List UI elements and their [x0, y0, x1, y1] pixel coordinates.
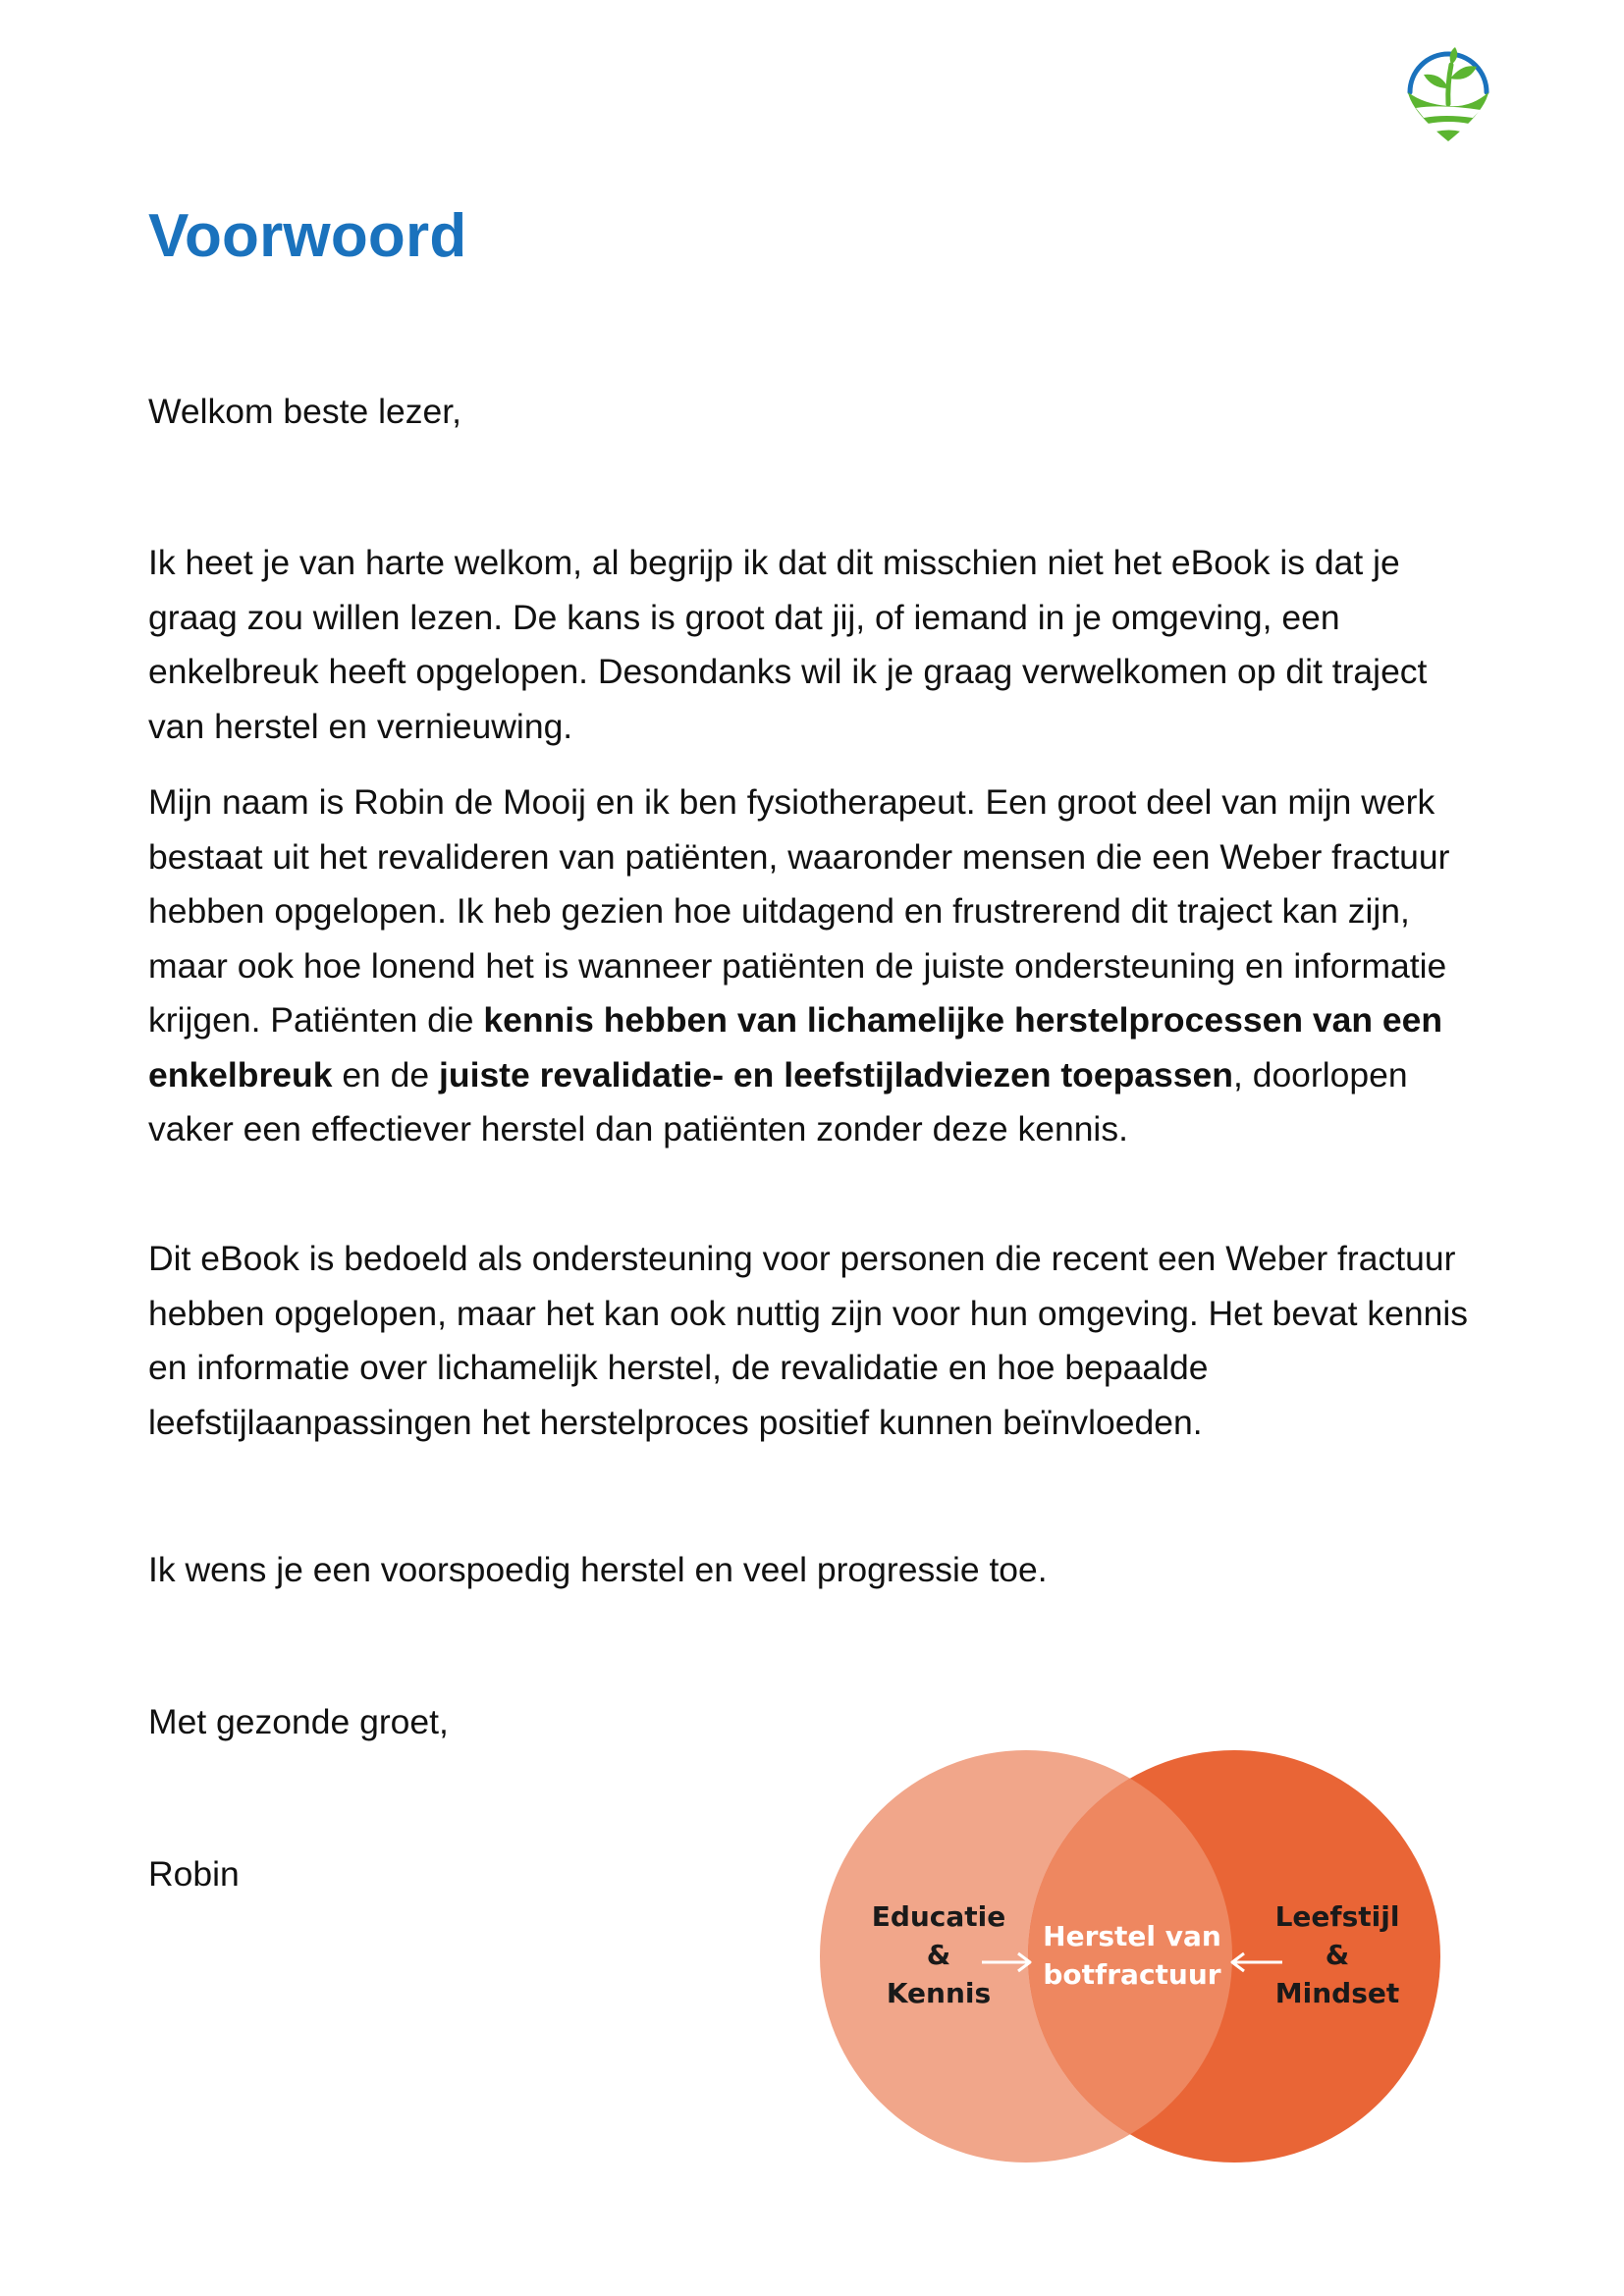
paragraph-purpose: Dit eBook is bedoeld als ondersteuning voor personen die recent een Weber fractuur hebben opgelopen, maar het kan ook nuttig zijn voor hun omgeving. Het bevat kennis en informatie over lichamelijk herstel, de revalidatie en hoe bepaalde leefstijlaanpassingen het herstelproces positief kunnen beïnvloeden. [148, 1239, 1468, 1442]
venn-label-right-line2: & [1325, 1939, 1350, 1971]
venn-diagram [815, 1745, 1453, 2167]
sprout-logo-icon [1402, 43, 1494, 145]
paragraph-text: en de [332, 1054, 440, 1095]
paragraph-intro: Ik heet je van harte welkom, al begrijp ik dat dit misschien niet het eBook is dat je graag zou willen lezen. De kans is groot dat jij, of iemand in je omgeving, een enkelbreuk heeft opgelopen. Desondanks wil ik je graag verwelkomen op dit traject van herstel en vernieuwing. [148, 543, 1428, 746]
greeting: Welkom beste lezer, [148, 392, 461, 431]
signature-text: Robin [148, 1854, 240, 1894]
venn-label-right-line3: Mindset [1274, 1977, 1400, 2009]
bold-emphasis: kennis hebben van lichamelijke herstelprocessen van een enkelbreuk [148, 1000, 1443, 1095]
paragraph-text: Mijn naam is Robin de Mooij en ik ben fysiotherapeut. Een groot deel van mijn werk bestaat uit het revalideren van patiënten, waaronder mensen die een Weber fractuur hebben opgelopen. Ik heb gezien hoe uitdagend en frustrerend dit traject kan zijn, maar ook hoe lonend het is wanneer patiënten de juiste ondersteuning en informatie krijgen. Patiënten die [148, 782, 1450, 1040]
page-title: Voorwoord [148, 202, 467, 270]
paragraph-about-author [148, 775, 1484, 1157]
venn-label-left-line1: Educatie [871, 1900, 1006, 1933]
paragraph-text: , doorlopen vaker een effectiever herstel dan patiënten zonder deze kennis. [148, 1054, 1408, 1148]
bold-emphasis: juiste revalidatie- en leefstijladviezen toepassen [439, 1054, 1233, 1095]
venn-label-center-line2: botfractuur [1043, 1958, 1221, 1991]
venn-label-left-line2: & [926, 1939, 951, 1971]
venn-label-left-line3: Kennis [886, 1977, 992, 2009]
venn-label-right-line1: Leefstijl [1274, 1900, 1400, 1933]
wish-text: Ik wens je een voorspoedig herstel en veel progressie toe. [148, 1550, 1048, 1589]
venn-label-center-line1: Herstel van [1043, 1920, 1221, 1952]
closing-text: Met gezonde groet, [148, 1702, 449, 1741]
